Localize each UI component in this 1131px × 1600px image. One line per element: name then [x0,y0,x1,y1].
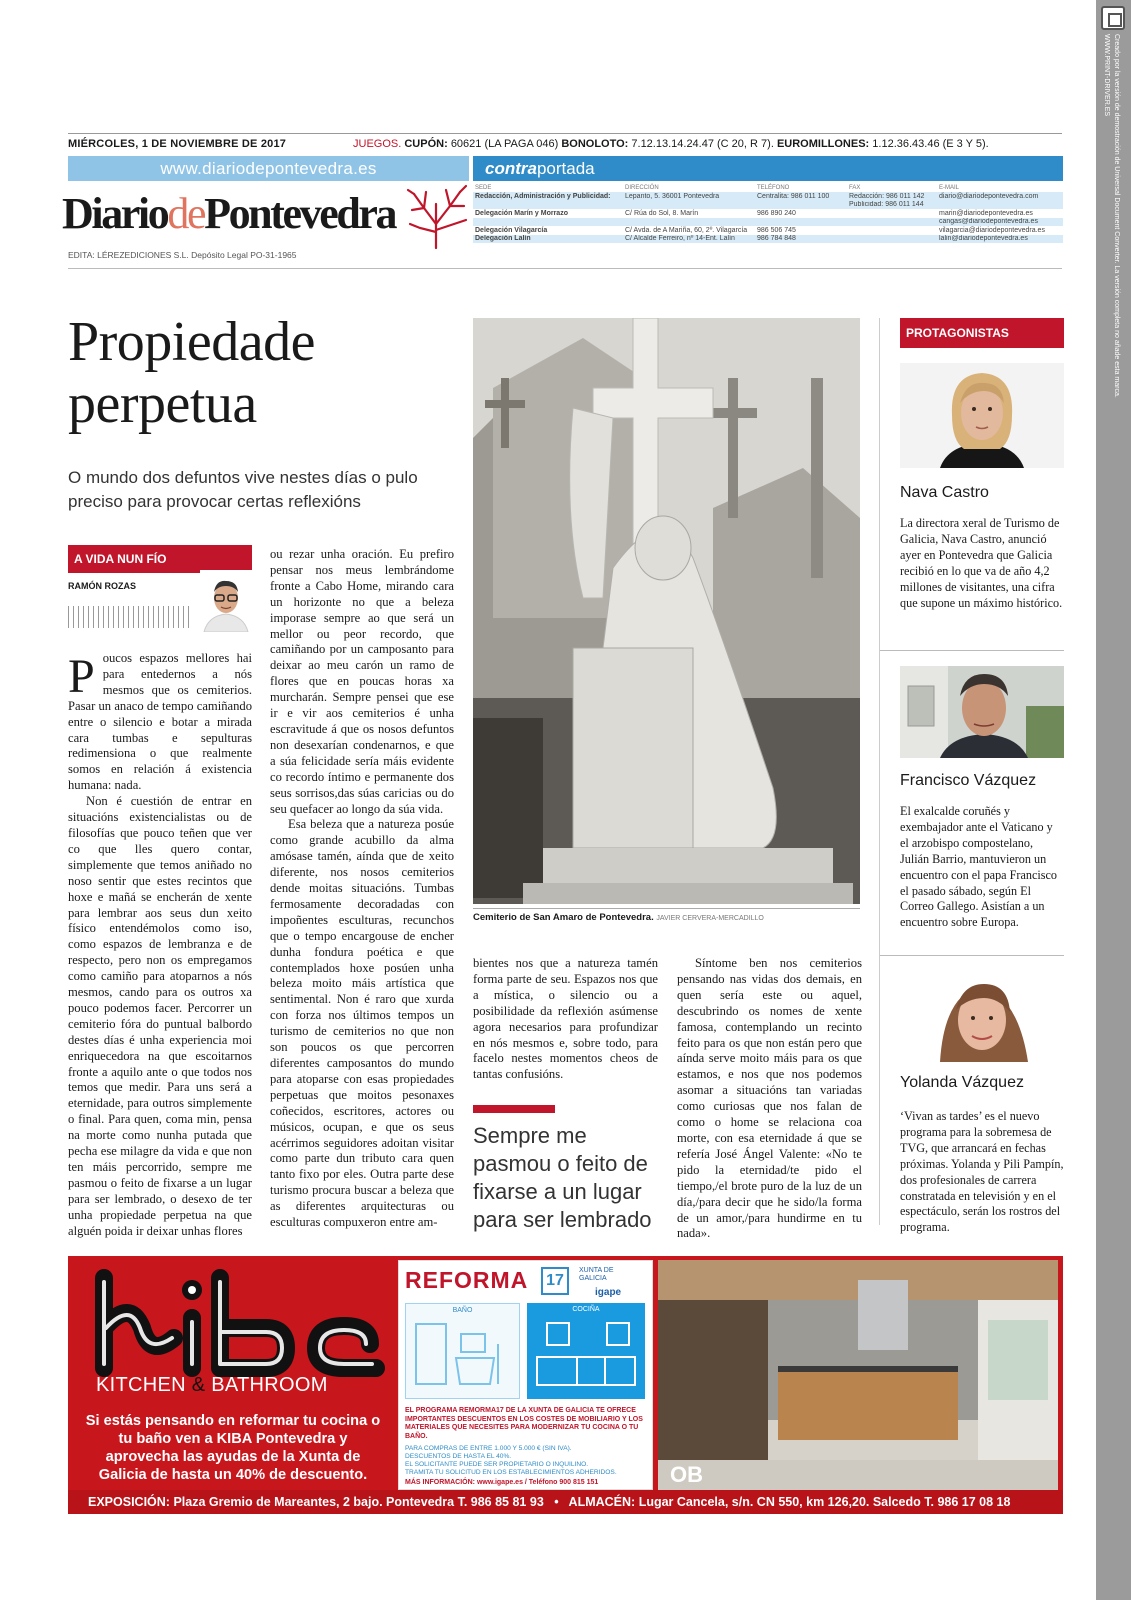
contacts-cell: Lepanto, 5. 36001 Pontevedra [623,192,755,201]
paragraph [68,651,252,794]
headline-line-2: perpetua [68,373,257,435]
tagline-kitchen: KITCHEN [96,1374,192,1396]
protagonist-text: La directora xeral de Turismo de Galicia, Nava Castro, anunció ayer en Pontevedra que Galicia recibió en lo que va de año 4,2 millones de visitantes, una cifra que supone un máximo histórico. [900,516,1063,610]
bathroom-illustration-icon [406,1314,519,1394]
logo-part-de: de [167,189,205,238]
exposicion-address: Plaza Gremio de Mareantes, 2 bajo. Pontevedra T. 986 85 81 93 [173,1495,544,1509]
contacts-cell [755,201,847,210]
photo-caption-rule [473,908,860,909]
paragraph: bientes nos que a natureza tamén forma parte de seu. Espazos nos que a mística, o silencio ou a posibilidade da reflexión asúmense agora necesarios para profundizar en nós mesmos e, sobre todo, para facelo nestes momentos cheos de tantas confusións. [473,956,658,1082]
paragraph: Esa beleza que a natureza posúe como grande acubillo da alma amósase tamén, aínda que de xeito diferente, nos nosos cemiterios dende moitas situacións. Tumbas fermosamente decoradadas con impoñentes esculturas, recunchos que o tempo encargouse de encher dunha fondura poética e que contemplados hoxe posúen unha beleza moito máis artística que sentimental. Non é raro que xurda con forza nos últimos tempos un turismo de cemiterios no que non son poucos os que percorren diferentes camposantos do mundo para atoparse con esas propiedades perpetuas que moitos pesonaxes coñecidos, escritores, actores ou músicos, ocupan, e que os seus acérrimos seguidores adoitan visitar como parte dun tributo cara quen tanto fixo por eles. Outra parte dese turismo procura buscar a beleza que as diferentes arquitecturas ou esculturas compuxeron entre am- [270,817,454,1230]
coral-logo-icon [406,184,468,250]
kitchen-showroom-photo [658,1260,1058,1490]
contacts-col-sede: SEDE [475,185,492,191]
contacts-cell: 986 890 240 [755,209,847,218]
protagonist-text: El exalcalde coruñés y exembajador ante el Vaticano y el arzobispo compostelano, Julián Barrio, mantuvieron un encuentro con el papa Francisco el pasado sábado, según El Correo Gallego. Asistían a un encuentro sobre Europa. [900,804,1058,930]
article-column-1 [68,651,252,1240]
section-name-bold: contra [485,159,537,178]
contacts-cell [937,201,1063,210]
paragraph: Síntome ben nos cemiterios pensando nas vidas dos demais, en quen sería este ou aquel, descubrindo os nomes de xente famosa, contemplando un recinto feito para os que non están pero que aínda serve moito máis para os que estamos, e nos que nos podemos asomar a situacións tan variadas como curiosas que nos falan de como o home se relaciona coa morte, con esa eternidade á que se refería José Ángel Valente: «No te pido la eternidad/te pido el tiempo,/el brote puro de la luz de un día,/para decir que he sido/la forma de un amor,/para hundirme en tu nada». [677,956,862,1241]
barcode-decoration [68,606,193,628]
lottery-results [353,138,989,150]
contacts-col-telefono: TELÉFONO [757,185,790,191]
contacts-cell: 986 784 848 [755,235,847,244]
contacts-cell[interactable]: lalin@diariodepontevedra.es [937,235,1063,244]
contacts-row [473,192,1063,201]
contacts-cell: C/ Rúa do Sol, 8. Marín [623,209,755,218]
cocina-label: COCIÑA [572,1306,600,1313]
contacts-cell[interactable]: marin@diariodepontevedra.es [937,209,1063,218]
cocina-panel [527,1303,645,1399]
paragraph: Non é cuestión de entrar en situacións existencialistas ou de filosofías que pouco teñen que ver co que lles quero contar, simplemente que temos aniñado no noso sentir que estes recintos que hoxe e mañá se encherán de xente para lembrar aos seus dun xeito físico entendémolos como iso, como espazos de lembranza e de respecto, pero non os empregamos como camiño para atoparnos a nós mesmos, cando para os outros xa pouco podemos facer. Percorrer un cemiterio fóra do puntual balbordo destes días é unha experiencia moi enriquecedora na que escoitarnos fronte a aquilo ante o que todos nos temos que medir. Para uns será a eternidade, para outros simplemente o final. Para quen, coma min, pensa na morte como nunha putada que pecha ese milagre da vida e que non ten máis percorrido, sempre me pasmou o feito de fixarse a un lugar para ser lembrado, o desexo de ter unha propiedade perpetua na que alguén poida ir deixar unhas flores [68,794,252,1238]
header-top-rule [68,133,1062,134]
contacts-col-email: E-MAIL [939,185,960,191]
watermark-line-2: WWW.PRINT-DRIVER.ES [1103,34,1110,117]
contacts-cell [623,201,755,210]
cupon-value: 60621 (LA PAGA 046) [450,138,559,150]
section-name-rest: portada [536,159,595,178]
kiba-promo-text: Si estás pensando en reformar tu cocina o tu baño ven a KIBA Pontevedra y aprovecha las ayudas de la Xunta de Galicia de hasta un 40% de descuento. [85,1413,381,1483]
contacts-cell [623,218,755,227]
contacts-row [473,201,1063,210]
header-bottom-rule [68,268,1062,269]
contacts-col-fax: FAX [849,185,861,191]
almacen-address: Lugar Cancela, s/n. CN 550, km 126,20. Salcedo T. 986 17 08 18 [638,1495,1011,1509]
reforma-number: 17 [541,1267,569,1295]
article-headline [68,311,448,435]
article-subtitle: O mundo dos defuntos vive nestes días o pulo preciso para provocar certas reflexións [68,468,418,511]
exposicion-label: EXPOSICIÓN: [88,1495,170,1509]
author-name: RAMÓN ROZAS [68,581,136,591]
contacts-cell: C/ Alcalde Ferreiro, nº 14-Ent. Lalín [623,235,755,244]
contacts-cell: Publicidad: 986 011 144 [847,201,937,210]
sidebar-divider-rule [880,650,1064,651]
contacts-cell [473,201,623,210]
paragraph: ou rezar unha oración. Eu prefiro pensar nos meus lembrándome fronte a Cabo Home, mirando cara un horizonte no que a beleza imporase sempre ao que será un mellor ou peor recordo, que camiñando por un camposanto para deixar ao meu carón un ramo de flores que en poucas horas xa murcharán. Sempre pensei que ese ir e vir aos cemiterios é unha escravitude á que os nosos defuntos non desexarían condenarnos, e que a súa felicidade sería máis evidente co recordo íntimo e permanente dos seus sorrisos,das súas caricias ou do seu quefacer ao longo da súa vida. [270,547,454,816]
kiba-addresses [68,1490,1063,1514]
francisco-vazquez-photo [900,666,1064,758]
contacts-cell: Delegación Lalín [473,235,623,244]
headline-line-1: Propiedade [68,311,315,373]
contacts-cell [847,209,937,218]
protagonist-name: Nava Castro [900,484,989,501]
euromillones-value: 1.12.36.43.46 (E 3 Y 5). [872,138,989,150]
contacts-cell[interactable]: diario@diariodepontevedra.com [937,192,1063,201]
contacts-cell[interactable]: vilagarcia@diariodepontevedra.es [937,226,1063,235]
photo-caption [473,912,764,923]
contacts-row [473,218,1063,227]
watermark-text [1101,34,1121,434]
newspaper-logo [62,188,395,239]
contacts-col-direccion: DIRECCIÓN [625,185,659,191]
contacts-cell [847,235,937,244]
kiba-logo [90,1268,390,1380]
reforma-bullet: EL SOLICITANTE PUEDE SER PROPIETARIO O INQUILINO. [405,1461,589,1468]
reforma-bullet: PARA COMPRAS DE ENTRE 1.000 Y 5.000 € (SIN IVA). [405,1445,572,1452]
contacts-cell: Redacción, Administración y Publicidad: [473,192,623,201]
contacts-cell: Redacción: 986 011 142 [847,192,937,201]
reforma-info-link[interactable]: MÁS INFORMACIÓN: www.igape.es / Teléfono 900 815 151 [405,1479,599,1486]
logo-part-diario: Diario [62,189,168,238]
tagline-bathroom: BATHROOM [205,1374,328,1396]
caption-text: Cemiterio de San Amaro de Pontevedra. [473,912,654,923]
issue-date: MIÉRCOLES, 1 DE NOVIEMBRE DE 2017 [68,138,287,150]
contacts-cell [755,218,847,227]
reforma17-box [398,1260,653,1490]
contacts-cell [473,218,623,227]
article-column-3 [473,956,658,1083]
kitchen-illustration-icon [527,1313,645,1393]
contacts-row [473,226,1063,235]
contacts-row [473,235,1063,244]
protagonist-text: ‘Vivan as tardes’ es el nuevo programa para la sobremesa de TVG, que arrancará en fechas próximas. Yolanda y Pili Pampín, dos profesionales de carrera constratada en televisión y en el espectáculo, serán los rostros del programa. [900,1109,1064,1235]
section-bar [473,156,1063,181]
cemetery-statue-photo [473,318,860,904]
converter-logo-icon [1101,6,1125,30]
reforma-bullet: TRAMITA TU SOLICITUD EN LOS ESTABLECIMIENTOS ADHERIDOS. [405,1469,617,1476]
author-avatar [200,570,252,632]
contacts-cell[interactable]: cangas@diariodepontevedra.es [937,218,1063,227]
contacts-cell: Delegación Marín y Morrazo [473,209,623,218]
contacts-cell [847,218,937,227]
almacen-label: ALMACÉN: [568,1495,636,1509]
bano-panel [405,1303,520,1399]
contacts-header-row [473,184,1063,192]
sidebar-divider [879,318,880,1225]
protagonist-name: Yolanda Vázquez [900,1074,1024,1091]
reforma-bullet: DESCUENTOS DE HASTA EL 40%. [405,1453,512,1460]
contacts-cell: Delegación Vilagarcía [473,226,623,235]
pullquote-bar [473,1105,555,1113]
dropcap: P [68,650,95,703]
igape-logo-text: igape [595,1287,622,1298]
euromillones-label: EUROMILLONES: [776,138,870,150]
tagline-amp: & [191,1374,206,1396]
website-bar[interactable]: www.diariodepontevedra.es [68,156,469,181]
reforma-title: REFORMA [405,1267,529,1293]
bonoloto-label: BONOLOTO: [561,138,629,150]
contacts-cell [847,226,937,235]
column-section-label: A VIDA NUN FÍO [68,545,252,573]
paragraph-text: oucos espazos mellores hai para entedernos a nós mesmos que os cemiterios. Pasar un anaco de tempo camiñando entre o silencio e botar a mirada cara tumbas e sepulturas redimensiona o que realmente somos en relación á existencia humana: nada. [68,651,252,793]
ob-logo: OB [670,1462,703,1487]
xunta-logo-text: XUNTA DE GALICIA [579,1267,614,1282]
bonoloto-value: 7.12.13.14.24.47 (C 20, R 7). [631,138,774,150]
contacts-cell: Centralita: 986 011 100 [755,192,847,201]
protagonist-name: Francisco Vázquez [900,772,1037,789]
kiba-tagline [96,1374,328,1397]
games-label: JUEGOS. [353,138,402,150]
article-column-4 [677,956,862,1242]
contacts-row [473,209,1063,218]
bano-label: BAÑO [452,1307,473,1314]
yolanda-vazquez-photo [900,966,1064,1062]
pullquote: Sempre me pasmou o feito de fixarse a un lugar para ser lembrado [473,1123,652,1232]
address-separator: • [554,1495,559,1509]
sidebar-divider-rule [880,955,1064,956]
reforma-program-text: EL PROGRAMA REMORMA17 DE LA XUNTA DE GALICIA TE OFRECE IMPORTANTES DESCUENTOS EN LOS COSTES DE MOBILIARIO Y LOS MATERIALES QUE NECESITES PARA MODERNIZAR TU COCINA O TU BAÑO. [405,1407,643,1440]
logo-part-pontevedra: Pontevedra [204,189,396,238]
nava-castro-photo [900,363,1064,468]
contacts-cell: 986 506 745 [755,226,847,235]
caption-credit: JAVIER CERVERA-MERCADILLO [656,915,764,922]
sidebar-title: PROTAGONISTAS [900,318,1064,348]
reforma-bullets [405,1445,647,1477]
contacts-table [473,184,1063,243]
contacts-cell: C/ Avda. de A Mariña, 60, 2º. Vilagarcía [623,226,755,235]
publisher-info: EDITA: LÉREZEDICIONES S.L. Depósito Legal PO-31-1965 [68,250,297,260]
watermark-line-1: Creado por la versión de demostración de Universal Document Converter. La versión completa no añade esta marca. [1113,34,1120,398]
cupon-label: CUPÓN: [404,138,448,150]
article-column-2 [270,547,454,1231]
